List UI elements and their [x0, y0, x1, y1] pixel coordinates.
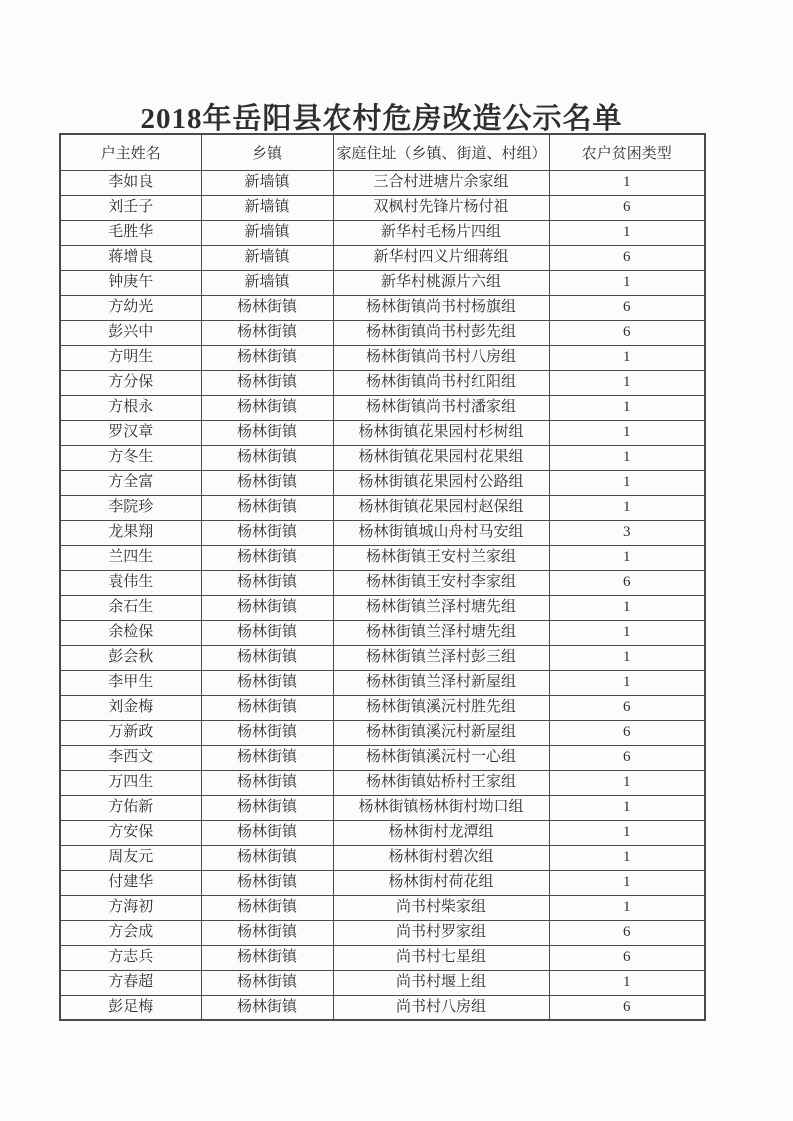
address-cell: 杨林街村龙潭组 — [333, 820, 549, 845]
table-row — [60, 295, 705, 320]
householder-name-cell: 钟庚午 — [60, 270, 201, 295]
householder-name-cell: 李西文 — [60, 745, 201, 770]
address-cell: 杨林街镇尚书村红阳组 — [333, 370, 549, 395]
address-cell: 双枫村先锋片杨付祖 — [333, 195, 549, 220]
township-cell: 杨林街镇 — [201, 870, 333, 895]
township-cell: 杨林街镇 — [201, 445, 333, 470]
poverty-type-cell: 1 — [549, 845, 705, 870]
table-row — [60, 670, 705, 695]
address-cell: 杨林街镇尚书村杨旗组 — [333, 295, 549, 320]
poverty-type-cell: 1 — [549, 445, 705, 470]
township-cell: 杨林街镇 — [201, 495, 333, 520]
address-cell: 新华村四义片细蒋组 — [333, 245, 549, 270]
poverty-type-cell: 1 — [549, 370, 705, 395]
table-row — [60, 695, 705, 720]
address-cell: 新华村毛杨片四组 — [333, 220, 549, 245]
table-row — [60, 945, 705, 970]
poverty-type-cell: 6 — [549, 745, 705, 770]
table-row — [60, 720, 705, 745]
poverty-type-cell: 6 — [549, 295, 705, 320]
table-row — [60, 320, 705, 345]
township-cell: 杨林街镇 — [201, 920, 333, 945]
poverty-type-cell: 6 — [549, 570, 705, 595]
householder-name-cell: 周友元 — [60, 845, 201, 870]
township-cell: 杨林街镇 — [201, 345, 333, 370]
township-cell: 杨林街镇 — [201, 945, 333, 970]
householder-name-cell: 李甲生 — [60, 670, 201, 695]
poverty-type-cell: 1 — [549, 795, 705, 820]
address-cell: 新华村桃源片六组 — [333, 270, 549, 295]
householder-name-cell: 彭兴中 — [60, 320, 201, 345]
table-row — [60, 195, 705, 220]
householder-name-cell: 方海初 — [60, 895, 201, 920]
township-cell: 杨林街镇 — [201, 520, 333, 545]
address-cell: 尚书村八房组 — [333, 995, 549, 1020]
table-header-row — [60, 134, 705, 170]
householder-name-cell: 方安保 — [60, 820, 201, 845]
table-row — [60, 170, 705, 195]
poverty-type-cell: 1 — [549, 620, 705, 645]
address-cell: 尚书村罗家组 — [333, 920, 549, 945]
address-cell: 杨林街镇溪沅村一心组 — [333, 745, 549, 770]
township-cell: 杨林街镇 — [201, 895, 333, 920]
address-cell: 杨林街镇尚书村八房组 — [333, 345, 549, 370]
householder-name-cell: 李如良 — [60, 170, 201, 195]
table-row — [60, 870, 705, 895]
address-cell: 杨林街镇尚书村彭先组 — [333, 320, 549, 345]
poverty-type-cell: 1 — [549, 545, 705, 570]
address-cell: 杨林街镇花果园村花果组 — [333, 445, 549, 470]
township-cell: 杨林街镇 — [201, 395, 333, 420]
poverty-type-cell: 3 — [549, 520, 705, 545]
table-row — [60, 895, 705, 920]
table-row — [60, 770, 705, 795]
column-header-2: 家庭住址（乡镇、街道、村组） — [333, 134, 549, 170]
table-row — [60, 570, 705, 595]
township-cell: 杨林街镇 — [201, 670, 333, 695]
householder-name-cell: 方根永 — [60, 395, 201, 420]
poverty-type-cell: 6 — [549, 195, 705, 220]
table-row — [60, 995, 705, 1020]
poverty-type-cell: 1 — [549, 970, 705, 995]
poverty-type-cell: 1 — [549, 395, 705, 420]
householder-name-cell: 方幼光 — [60, 295, 201, 320]
householder-name-cell: 方分保 — [60, 370, 201, 395]
township-cell: 杨林街镇 — [201, 470, 333, 495]
table-row — [60, 470, 705, 495]
table-row — [60, 270, 705, 295]
township-cell: 杨林街镇 — [201, 320, 333, 345]
address-cell: 杨林街镇溪沅村胜先组 — [333, 695, 549, 720]
poverty-type-cell: 1 — [549, 270, 705, 295]
table-row — [60, 820, 705, 845]
township-cell: 新墙镇 — [201, 195, 333, 220]
address-cell: 杨林街镇杨林街村坳口组 — [333, 795, 549, 820]
housing-renovation-table — [59, 133, 706, 1021]
township-cell: 杨林街镇 — [201, 620, 333, 645]
address-cell: 杨林街镇兰泽村彭三组 — [333, 645, 549, 670]
column-header-0: 户主姓名 — [60, 134, 201, 170]
householder-name-cell: 刘金梅 — [60, 695, 201, 720]
householder-name-cell: 方志兵 — [60, 945, 201, 970]
address-cell: 杨林街村碧次组 — [333, 845, 549, 870]
poverty-type-cell: 1 — [549, 870, 705, 895]
address-cell: 杨林街镇兰泽村塘先组 — [333, 620, 549, 645]
township-cell: 杨林街镇 — [201, 420, 333, 445]
householder-name-cell: 毛胜华 — [60, 220, 201, 245]
township-cell: 新墙镇 — [201, 220, 333, 245]
poverty-type-cell: 1 — [549, 820, 705, 845]
table-row — [60, 495, 705, 520]
table-row — [60, 220, 705, 245]
address-cell: 杨林街镇花果园村杉树组 — [333, 420, 549, 445]
address-cell: 尚书村七星组 — [333, 945, 549, 970]
township-cell: 杨林街镇 — [201, 570, 333, 595]
householder-name-cell: 方明生 — [60, 345, 201, 370]
address-cell: 尚书村柴家组 — [333, 895, 549, 920]
poverty-type-cell: 6 — [549, 695, 705, 720]
poverty-type-cell: 6 — [549, 995, 705, 1020]
address-cell: 杨林街镇兰泽村塘先组 — [333, 595, 549, 620]
address-cell: 杨林街镇尚书村潘家组 — [333, 395, 549, 420]
township-cell: 杨林街镇 — [201, 595, 333, 620]
township-cell: 杨林街镇 — [201, 645, 333, 670]
table-row — [60, 795, 705, 820]
page-title: 2018年岳阳县农村危房改造公示名单 — [140, 103, 623, 135]
householder-name-cell: 万四生 — [60, 770, 201, 795]
township-cell: 杨林街镇 — [201, 845, 333, 870]
poverty-type-cell: 6 — [549, 320, 705, 345]
householder-name-cell: 方全富 — [60, 470, 201, 495]
householder-name-cell: 刘壬子 — [60, 195, 201, 220]
poverty-type-cell: 1 — [549, 670, 705, 695]
poverty-type-cell: 1 — [549, 770, 705, 795]
table-row — [60, 445, 705, 470]
township-cell: 新墙镇 — [201, 170, 333, 195]
address-cell: 杨林街村荷花组 — [333, 870, 549, 895]
address-cell: 尚书村堰上组 — [333, 970, 549, 995]
householder-name-cell: 方佑新 — [60, 795, 201, 820]
address-cell: 杨林街镇王安村李家组 — [333, 570, 549, 595]
householder-name-cell: 方春超 — [60, 970, 201, 995]
poverty-type-cell: 6 — [549, 720, 705, 745]
township-cell: 新墙镇 — [201, 270, 333, 295]
householder-name-cell: 兰四生 — [60, 545, 201, 570]
householder-name-cell: 方会成 — [60, 920, 201, 945]
township-cell: 新墙镇 — [201, 245, 333, 270]
poverty-type-cell: 1 — [549, 470, 705, 495]
township-cell: 杨林街镇 — [201, 820, 333, 845]
township-cell: 杨林街镇 — [201, 970, 333, 995]
table-row — [60, 520, 705, 545]
poverty-type-cell: 1 — [549, 595, 705, 620]
table-row — [60, 595, 705, 620]
householder-name-cell: 万新政 — [60, 720, 201, 745]
table-row — [60, 620, 705, 645]
householder-name-cell: 余石生 — [60, 595, 201, 620]
column-header-3: 农户贫困类型 — [549, 134, 705, 170]
township-cell: 杨林街镇 — [201, 545, 333, 570]
address-cell: 杨林街镇城山舟村马安组 — [333, 520, 549, 545]
township-cell: 杨林街镇 — [201, 745, 333, 770]
table-row — [60, 645, 705, 670]
table-row — [60, 370, 705, 395]
address-cell: 杨林街镇花果园村公路组 — [333, 470, 549, 495]
table-row — [60, 345, 705, 370]
poverty-type-cell: 1 — [549, 220, 705, 245]
address-cell: 杨林街镇溪沅村新屋组 — [333, 720, 549, 745]
township-cell: 杨林街镇 — [201, 720, 333, 745]
address-cell: 杨林街镇兰泽村新屋组 — [333, 670, 549, 695]
address-cell: 三合村进塘片余家组 — [333, 170, 549, 195]
township-cell: 杨林街镇 — [201, 695, 333, 720]
poverty-type-cell: 1 — [549, 645, 705, 670]
householder-name-cell: 袁伟生 — [60, 570, 201, 595]
householder-name-cell: 方冬生 — [60, 445, 201, 470]
householder-name-cell: 余检保 — [60, 620, 201, 645]
township-cell: 杨林街镇 — [201, 370, 333, 395]
table-row — [60, 845, 705, 870]
address-cell: 杨林街镇王安村兰家组 — [333, 545, 549, 570]
township-cell: 杨林街镇 — [201, 995, 333, 1020]
poverty-type-cell: 1 — [549, 495, 705, 520]
householder-name-cell: 罗汉章 — [60, 420, 201, 445]
householder-name-cell: 李院珍 — [60, 495, 201, 520]
householder-name-cell: 彭会秋 — [60, 645, 201, 670]
table-row — [60, 245, 705, 270]
address-cell: 杨林街镇姑桥村王家组 — [333, 770, 549, 795]
poverty-type-cell: 6 — [549, 245, 705, 270]
poverty-type-cell: 6 — [549, 920, 705, 945]
householder-name-cell: 付建华 — [60, 870, 201, 895]
table-row — [60, 545, 705, 570]
householder-name-cell: 蒋增良 — [60, 245, 201, 270]
township-cell: 杨林街镇 — [201, 770, 333, 795]
poverty-type-cell: 1 — [549, 170, 705, 195]
address-cell: 杨林街镇花果园村赵保组 — [333, 495, 549, 520]
table-row — [60, 920, 705, 945]
householder-name-cell: 彭足梅 — [60, 995, 201, 1020]
householder-name-cell: 龙果翔 — [60, 520, 201, 545]
table-row — [60, 420, 705, 445]
poverty-type-cell: 1 — [549, 345, 705, 370]
township-cell: 杨林街镇 — [201, 295, 333, 320]
table-body — [60, 170, 705, 1020]
table-row — [60, 395, 705, 420]
township-cell: 杨林街镇 — [201, 795, 333, 820]
poverty-type-cell: 1 — [549, 895, 705, 920]
table-row — [60, 745, 705, 770]
table-row — [60, 970, 705, 995]
poverty-type-cell: 1 — [549, 420, 705, 445]
column-header-1: 乡镇 — [201, 134, 333, 170]
poverty-type-cell: 6 — [549, 945, 705, 970]
